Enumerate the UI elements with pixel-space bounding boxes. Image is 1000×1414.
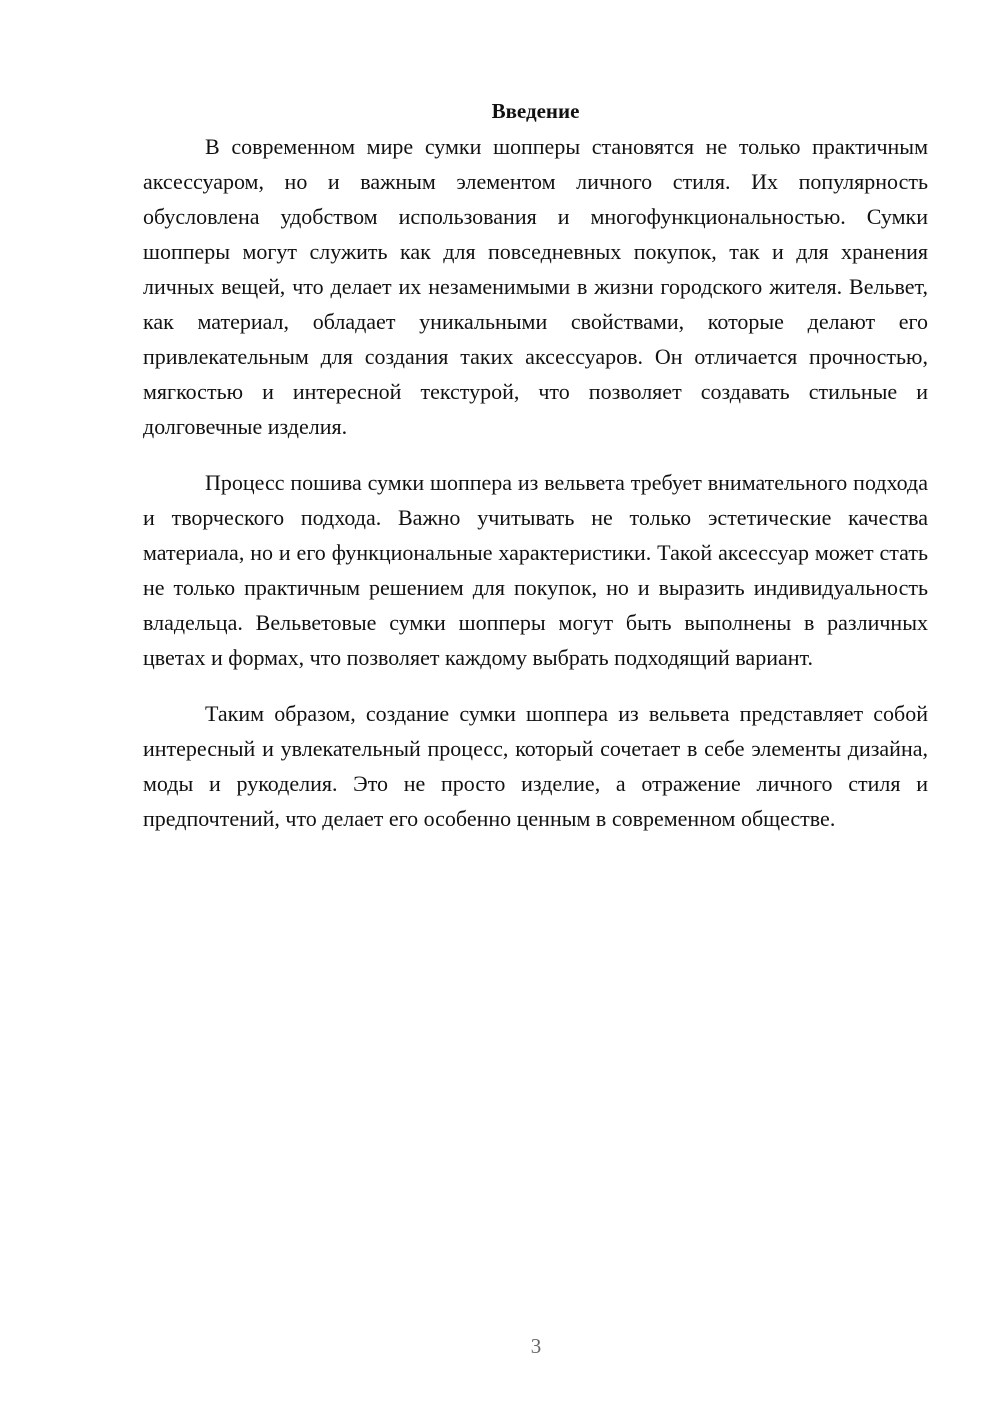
paragraph-2: Процесс пошива сумки шоппера из вельвета требует внимательного подхода и творческого подхода. Важно учитывать не только эстетические качества материала, но и его функциональные характеристики. Такой аксессуар может стать не только практичным решением для покупок, но и выразить индивидуальность владельца. Вельветовые сумки шопперы могут быть выполнены в различных цветах и формах, что позволяет каждому выбрать подходящий вариант. xyxy=(143,470,928,670)
page-number: 3 xyxy=(530,1334,542,1358)
document-body xyxy=(143,95,928,836)
paragraph-1: В современном мире сумки шопперы становятся не только практичным аксессуаром, но и важным элементом личного стиля. Их популярность обусловлена удобством использования и многофункциональностью. Сумки шопперы могут служить как для повседневных покупок, так и для хранения личных вещей, что делает их незаменимыми в жизни городского жителя. Вельвет, как материал, обладает уникальными свойствами, которые делают его привлекательным для создания таких аксессуаров. Он отличается прочностью, мягкостью и интересной текстурой, что позволяет создавать стильные и долговечные изделия. xyxy=(143,134,928,439)
paragraph-3: Таким образом, создание сумки шоппера из вельвета представляет собой интересный и увлекательный процесс, который сочетает в себе элементы дизайна, моды и рукоделия. Это не просто изделие, а отражение личного стиля и предпочтений, что делает его особенно ценным в современном обществе. xyxy=(143,701,928,831)
section-title: Введение xyxy=(491,99,580,123)
